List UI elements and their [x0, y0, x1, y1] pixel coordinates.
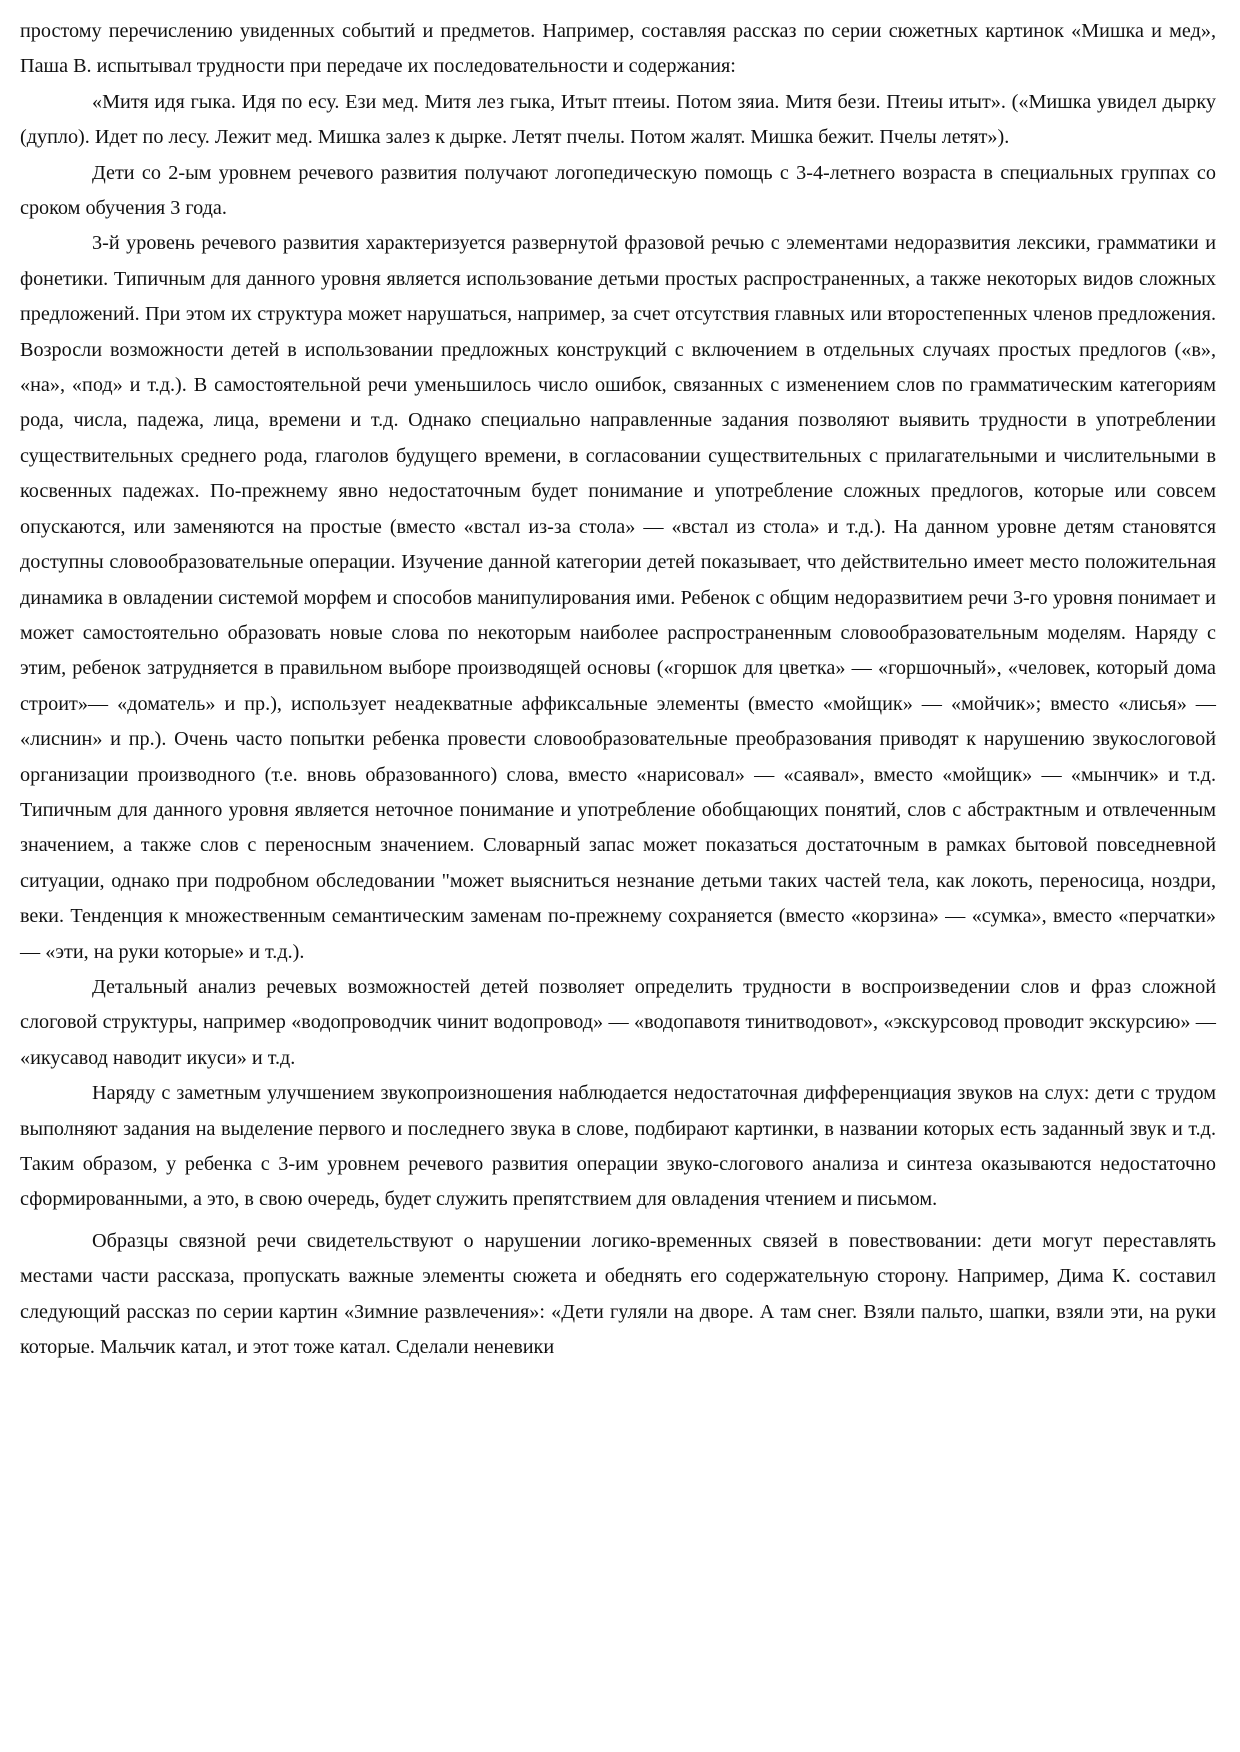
- paragraph-connected-speech: Образцы связной речи свидетельствуют о нарушении логико-временных связей в повествовании: дети могут переставлять местами части рассказа, пропускать важные элементы сюжета и обеднять его содержательную сторону. Например, Дима К. составил следующий рассказ по серии картин «Зимние развлечения»: «Дети гуляли на дворе. А там снег. Взяли пальто, шапки, взяли эти, на руки которые. Мальчик катал, и этот тоже катал. Сделали неневики: [20, 1229, 1216, 1359]
- paragraph-example-story: «Митя идя гыка. Идя по есу. Ези мед. Митя лез гыка, Итыт птеиы. Потом зяиа. Митя бези. Птеиы итыт». («Мишка увидел дырку (дупло). Идет по лесу. Лежит мед. Мишка залез к дырке. Летят пчелы. Потом жалят. Мишка бежит. Пчелы летят»).: [20, 90, 1216, 149]
- paragraph-level2-help: Дети со 2-ым уровнем речевого развития получают логопедическую помощь с 3-4-летнего возраста в специальных группах со сроком обучения 3 года.: [20, 161, 1216, 220]
- paragraph-level3-description: 3-й уровень речевого развития характеризуется развернутой фразовой речью с элементами недоразвития лексики, грамматики и фонетики. Типичным для данного уровня является использование детьми простых распространенных, а также некоторых видов сложных предложений. При этом их структура может нарушаться, например, за счет отсутствия главных или второстепенных членов предложения. Возросли возможности детей в использовании предложных конструкций с включением в отдельных случаях простых предлогов («в», «на», «под» и т.д.). В самостоятельной речи уменьшилось число ошибок, связанных с изменением слов по грамматическим категориям рода, числа, падежа, лица, времени и т.д. Однако специально направленные задания позволяют выявить трудности в употреблении существительных среднего рода, глаголов будущего времени, в согласовании существительных с прилагательными и числительными в косвенных падежах. По-прежнему явно недостаточным будет понимание и употребление сложных предлогов, которые или совсем опускаются, или заменяются на простые (вместо «встал из-за стола» — «встал из стола» и т.д.). На данном уровне детям становятся доступны словообразовательные операции. Изучение данной категории детей показывает, что действительно имеет место положительная динамика в овладении системой морфем и способов манипулирования ими. Ребенок с общим недоразвитием речи 3-го уровня понимает и может самостоятельно образовать новые слова по некоторым наиболее распространенным словообразовательным моделям. Наряду с этим, ребенок затрудняется в правильном выборе производящей основы («горшок для цветка» — «горшочный», «человек, который дома строит»— «доматель» и пр.), использует неадекватные аффиксальные элементы (вместо «мойщик» — «мойчик»; вместо «лисья» — «лиснин» и пр.). Очень часто попытки ребенка провести словообразовательные преобразования приводят к нарушению звукослоговой организации производного (т.е. вновь образованного) слова, вместо «нарисовал» — «саявал», вместо «мойщик» — «мынчик» и т.д. Типичным для данного уровня является неточное понимание и употребление обобщающих понятий, слов с абстрактным и отвлеченным значением, а также слов с переносным значением. Словарный запас может показаться достаточным в рамках бытовой повседневной ситуации, однако при подробном обследовании "может выясниться незнание детьми таких частей тела, как локоть, переносица, ноздри, веки. Тенденция к множественным семантическим заменам по-прежнему сохраняется (вместо «корзина» — «сумка», вместо «перчатки» — «эти, на руки которые» и т.д.).: [20, 232, 1216, 963]
- paragraph-continuation: простому перечислению увиденных событий и предметов. Например, составляя рассказ по серии сюжетных картинок «Мишка и мед», Паша В. испытывал трудности при передаче их последовательности и содержания:: [20, 20, 1216, 78]
- paragraph-syllable-structure: Детальный анализ речевых возможностей детей позволяет определить трудности в воспроизведении слов и фраз сложной слоговой структуры, например «водопроводчик чинит водопровод» — «водопавотя тинитводовот», «экскурсовод проводит экскурсию» — «икусавод наводит икуси» и т.д.: [20, 975, 1216, 1069]
- paragraph-sound-differentiation: Наряду с заметным улучшением звукопроизношения наблюдается недостаточная дифференциация звуков на слух: дети с трудом выполняют задания на выделение первого и последнего звука в слове, подбирают картинки, в названии которых есть заданный звук и т.д. Таким образом, у ребенка с 3-им уровнем речевого развития операции звуко-слогового анализа и синтеза оказываются недостаточно сформированными, а это, в свою очередь, будет служить препятствием для овладения чтением и письмом.: [20, 1082, 1216, 1211]
- document-page: [20, 14, 1216, 1365]
